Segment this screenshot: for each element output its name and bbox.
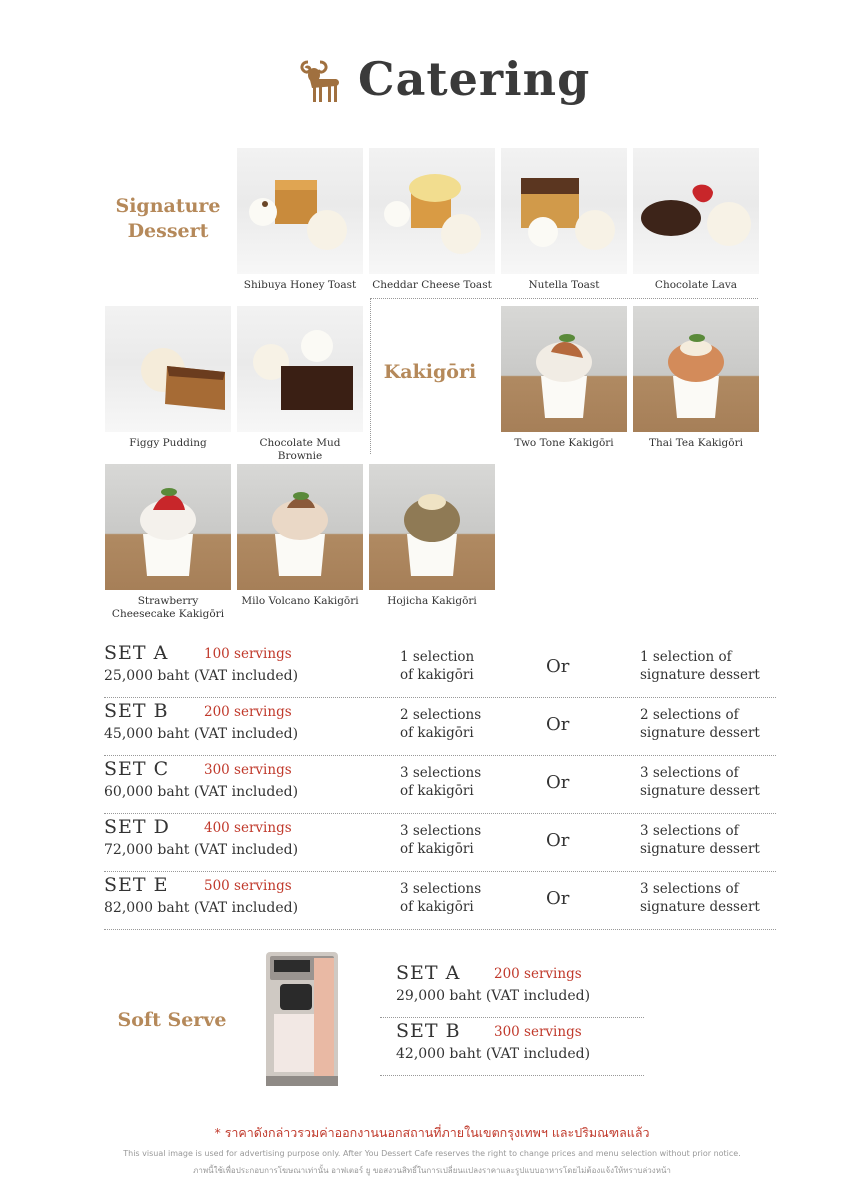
- deer-icon: [298, 58, 344, 106]
- set-signature-option: 3 selections of signature dessert: [640, 823, 760, 857]
- set-kakigori-option: 3 selections of kakigōri: [400, 881, 482, 915]
- set-signature-option: 3 selections of signature dessert: [640, 881, 760, 915]
- set-price: 42,000 baht (VAT included): [396, 1046, 591, 1062]
- set-or: Or: [546, 714, 570, 735]
- set-servings: 200 servings: [204, 704, 292, 720]
- item-caption: Cheddar Cheese Toast: [372, 279, 492, 291]
- set-or: Or: [546, 830, 570, 851]
- page-header: [0, 52, 864, 112]
- nutella-toast-photo: [501, 148, 627, 274]
- set-price: 25,000 baht (VAT included): [104, 668, 299, 684]
- set-signature-option: 2 selections of signature dessert: [640, 707, 760, 741]
- kakigori-label: Kakigōri: [383, 361, 477, 383]
- item-caption: Thai Tea Kakigōri: [649, 437, 743, 449]
- menu-item-hojicha-kakigori: [369, 464, 495, 608]
- set-servings: 500 servings: [204, 878, 292, 894]
- item-caption: Two Tone Kakigōri: [514, 437, 614, 449]
- set-row: [104, 698, 776, 756]
- set-or: Or: [546, 888, 570, 909]
- set-or: Or: [546, 656, 570, 677]
- set-servings: 100 servings: [204, 646, 292, 662]
- item-caption: Shibuya Honey Toast: [243, 279, 357, 291]
- mud-brownie-photo: [237, 306, 363, 432]
- item-caption: Chocolate Lava: [654, 279, 738, 291]
- item-caption: Figgy Pudding: [129, 437, 207, 449]
- menu-item-two-tone-kakigori: [501, 306, 627, 450]
- set-price: 72,000 baht (VAT included): [104, 842, 299, 858]
- set-kakigori-option: 3 selections of kakigōri: [400, 823, 482, 857]
- cheese-toast-photo: [369, 148, 495, 274]
- item-caption: Strawberry Cheesecake Kakigōri: [111, 595, 225, 620]
- set-price: 82,000 baht (VAT included): [104, 900, 299, 916]
- set-name: SET B: [104, 700, 169, 722]
- set-price: 29,000 baht (VAT included): [396, 988, 591, 1004]
- set-kakigori-option: 2 selections of kakigōri: [400, 707, 482, 741]
- menu-item-milo-volcano-kakigori: [237, 464, 363, 608]
- strawberry-kakigori-photo: [105, 464, 231, 590]
- set-servings: 300 servings: [494, 1024, 582, 1040]
- item-caption: Milo Volcano Kakigōri: [241, 595, 359, 607]
- set-row: [104, 814, 776, 872]
- set-name: SET A: [104, 642, 169, 664]
- menu-item-shibuya-honey-toast: [237, 148, 363, 292]
- item-caption: Hojicha Kakigōri: [387, 595, 477, 607]
- two-tone-kakigori-photo: [501, 306, 627, 432]
- price-note: * ราคาดังกล่าวรวมค่าออกงานนอกสถานที่ภายในเขตกรุงเทพฯ และปริมณฑลแล้ว: [214, 1125, 650, 1140]
- menu-item-strawberry-cheesecake-kakigori: [105, 464, 231, 621]
- thai-tea-kakigori-photo: [633, 306, 759, 432]
- set-name: SET C: [104, 758, 170, 780]
- menu-item-chocolate-lava: [633, 148, 759, 292]
- menu-item-chocolate-mud-brownie: [237, 306, 363, 463]
- set-name: SET D: [104, 816, 170, 838]
- milo-kakigori-photo: [237, 464, 363, 590]
- disclaimer-th: ภาพนี้ใช้เพื่อประกอบการโฆษณาเท่านั้น อาฟเตอร์ ยู ขอสงวนสิทธิ์ในการเปลี่ยนแปลงราคาและรูปแบบอาหารโดยไม่ต้องแจ้งให้ทราบล่วงหน้า: [193, 1166, 671, 1175]
- set-price: 45,000 baht (VAT included): [104, 726, 299, 742]
- set-servings: 400 servings: [204, 820, 292, 836]
- item-caption: Chocolate Mud Brownie: [259, 437, 341, 462]
- set-kakigori-option: 1 selection of kakigōri: [400, 649, 475, 683]
- menu-item-thai-tea-kakigori: [633, 306, 759, 450]
- set-kakigori-option: 3 selections of kakigōri: [400, 765, 482, 799]
- section-divider: [370, 298, 371, 454]
- disclaimer-en: This visual image is used for advertising purpose only. After You Dessert Cafe reserves the right to change prices and menu selection without prior notice.: [123, 1149, 741, 1158]
- soft-serve-machine-photo: [262, 948, 342, 1090]
- menu-item-figgy-pudding: [105, 306, 231, 450]
- hojicha-kakigori-photo: [369, 464, 495, 590]
- set-servings: 200 servings: [494, 966, 582, 982]
- set-or: Or: [546, 772, 570, 793]
- signature-dessert-label: Signature Dessert: [115, 195, 221, 242]
- set-name: SET A: [396, 962, 461, 984]
- figgy-pudding-photo: [105, 306, 231, 432]
- soft-serve-set-row: [380, 960, 644, 1018]
- menu-item-nutella-toast: [501, 148, 627, 292]
- set-price: 60,000 baht (VAT included): [104, 784, 299, 800]
- menu-item-cheddar-cheese-toast: [369, 148, 495, 292]
- set-row: [104, 640, 776, 698]
- soft-serve-label: Soft Serve: [117, 1009, 227, 1031]
- set-name: SET B: [396, 1020, 461, 1042]
- set-servings: 300 servings: [204, 762, 292, 778]
- set-name: SET E: [104, 874, 169, 896]
- set-row: [104, 756, 776, 814]
- set-row: [104, 872, 776, 930]
- item-caption: Nutella Toast: [528, 279, 600, 291]
- page-title: Catering: [358, 52, 591, 106]
- soft-serve-set-row: [380, 1018, 644, 1076]
- chocolate-lava-photo: [633, 148, 759, 274]
- set-signature-option: 1 selection of signature dessert: [640, 649, 760, 683]
- section-divider: [370, 298, 758, 299]
- honey-toast-photo: [237, 148, 363, 274]
- set-signature-option: 3 selections of signature dessert: [640, 765, 760, 799]
